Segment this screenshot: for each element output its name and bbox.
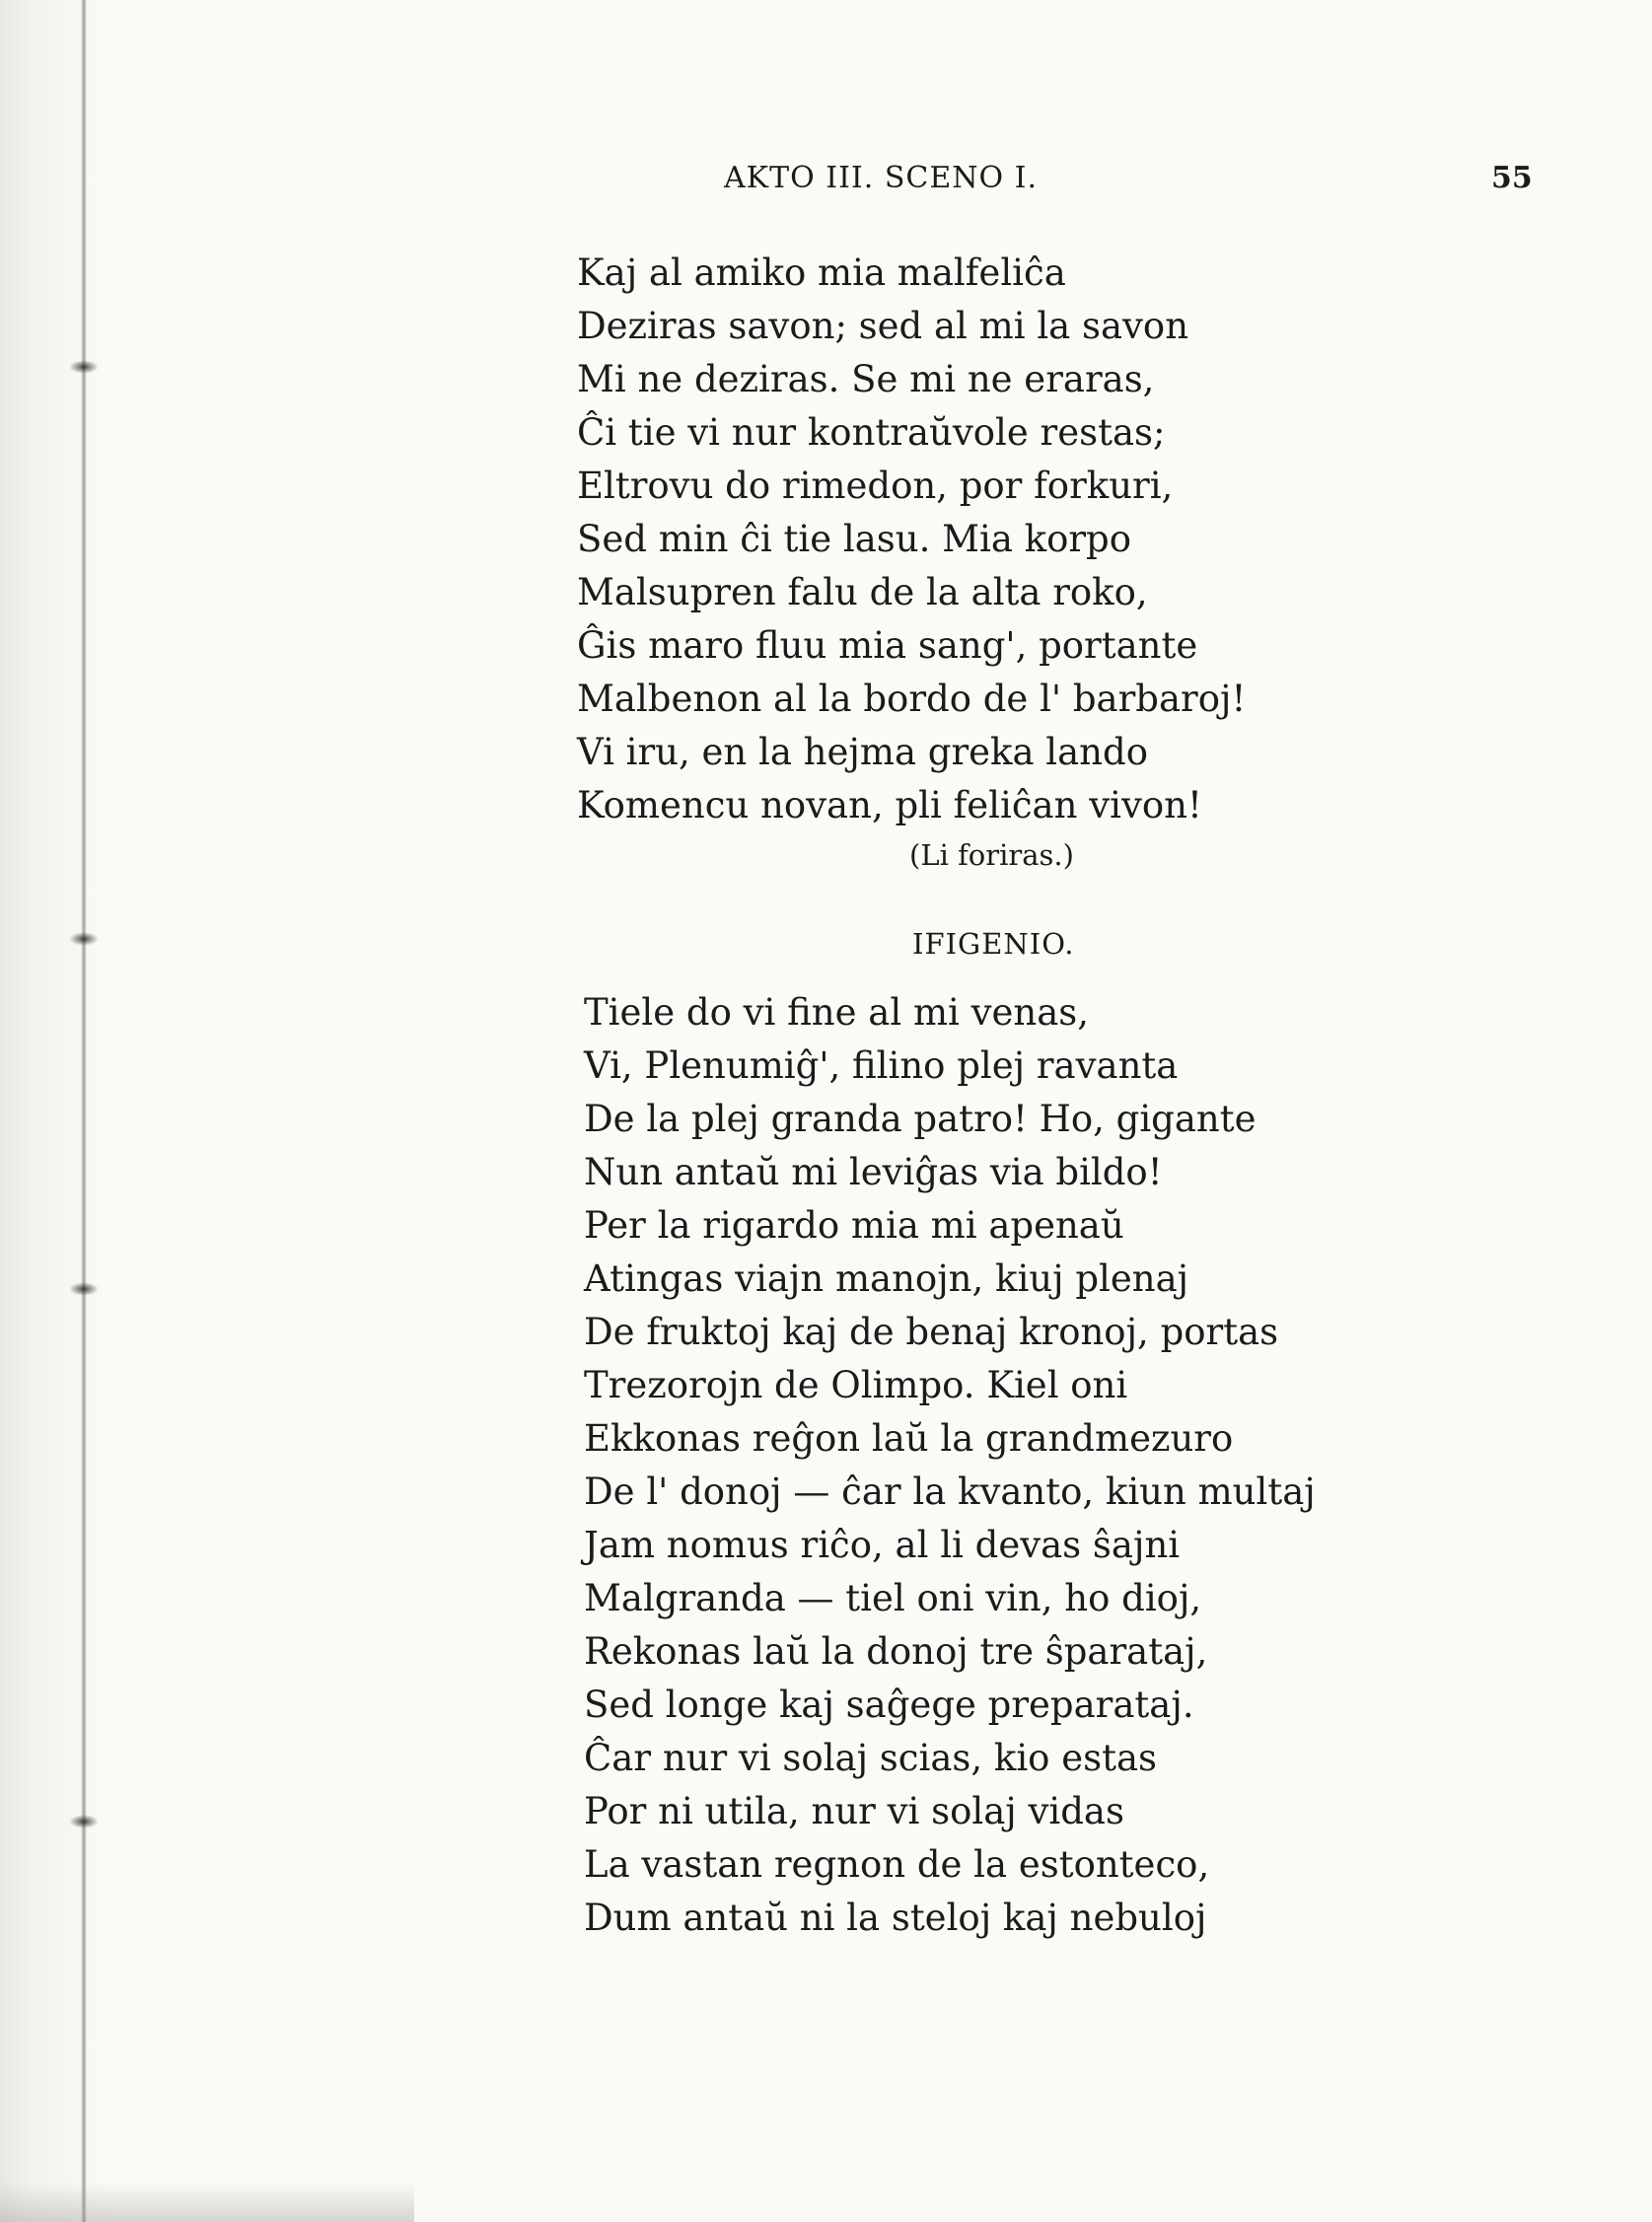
verse-line: Kaj al amiko mia malfeliĉa bbox=[577, 251, 1066, 294]
verse-block-1 bbox=[577, 247, 1246, 832]
verse-line: Vi, Plenumiĝ', filino plej ravanta bbox=[584, 1044, 1179, 1087]
verse-line: Deziras savon; sed al mi la savon bbox=[577, 305, 1189, 347]
verse-line: Ĉi tie vi nur kontraŭvole restas; bbox=[577, 411, 1166, 454]
page-number: 55 bbox=[1491, 161, 1533, 195]
binding-shadow bbox=[0, 0, 108, 2222]
verse-line: De l' donoj — ĉar la kvanto, kiun multaj bbox=[584, 1470, 1316, 1513]
page-spine-edge bbox=[81, 0, 87, 2222]
verse-line: De la plej granda patro! Ho, gigante bbox=[584, 1098, 1257, 1140]
running-title: AKTO III. SCENO I. bbox=[724, 161, 1039, 195]
verse-line: Tiele do vi fine al mi venas, bbox=[584, 991, 1090, 1034]
verse-line: Malbenon al la bordo de l' barbaroj! bbox=[577, 678, 1247, 720]
verse-line: Ĝis maro fluu mia sang', portante bbox=[577, 624, 1198, 667]
verse-line: La vastan regnon de la estonteco, bbox=[584, 1843, 1210, 1886]
verse-line: Mi ne deziras. Se mi ne eraras, bbox=[577, 358, 1155, 400]
verse-line: Malsupren falu de la alta roko, bbox=[577, 571, 1148, 613]
verse-line: Sed min ĉi tie lasu. Mia korpo bbox=[577, 518, 1131, 560]
stage-direction: (Li foriras.) bbox=[909, 838, 1074, 872]
verse-line: Atingas viajn manojn, kiuj plenaj bbox=[584, 1257, 1189, 1300]
verse-block-2 bbox=[584, 986, 1316, 1945]
spine-stain bbox=[69, 360, 99, 374]
verse-line: Vi iru, en la hejma greka lando bbox=[577, 731, 1148, 773]
verse-line: Komencu novan, pli feliĉan vivon! bbox=[577, 784, 1202, 826]
verse-line: De fruktoj kaj de benaj kronoj, portas bbox=[584, 1311, 1279, 1353]
verse-line: Por ni utila, nur vi solaj vidas bbox=[584, 1790, 1124, 1832]
spine-stain bbox=[69, 1282, 99, 1296]
verse-line: Dum antaŭ ni la steloj kaj nebuloj bbox=[584, 1897, 1207, 1939]
verse-line: Ekkonas reĝon laŭ la grandmezuro bbox=[584, 1417, 1234, 1460]
verse-line: Ĉar nur vi solaj scias, kio estas bbox=[584, 1737, 1158, 1779]
verse-line: Sed longe kaj saĝege preparataj. bbox=[584, 1684, 1194, 1726]
verse-line: Eltrovu do rimedon, por forkuri, bbox=[577, 465, 1174, 507]
spine-stain bbox=[69, 932, 99, 946]
speaker-name: IFIGENIO. bbox=[912, 927, 1075, 961]
running-head bbox=[0, 161, 1652, 200]
verse-line: Rekonas laŭ la donoj tre ŝparataj, bbox=[584, 1630, 1208, 1673]
verse-line: Jam nomus riĉo, al li devas ŝajni bbox=[584, 1524, 1181, 1566]
verse-line: Malgranda — tiel oni vin, ho dioj, bbox=[584, 1577, 1202, 1619]
page-corner-smudge bbox=[0, 2183, 414, 2222]
spine-stain bbox=[69, 1815, 99, 1828]
verse-line: Per la rigardo mia mi apenaŭ bbox=[584, 1204, 1124, 1247]
verse-line: Nun antaŭ mi leviĝas via bildo! bbox=[584, 1151, 1163, 1193]
verse-line: Trezorojn de Olimpo. Kiel oni bbox=[584, 1364, 1128, 1406]
